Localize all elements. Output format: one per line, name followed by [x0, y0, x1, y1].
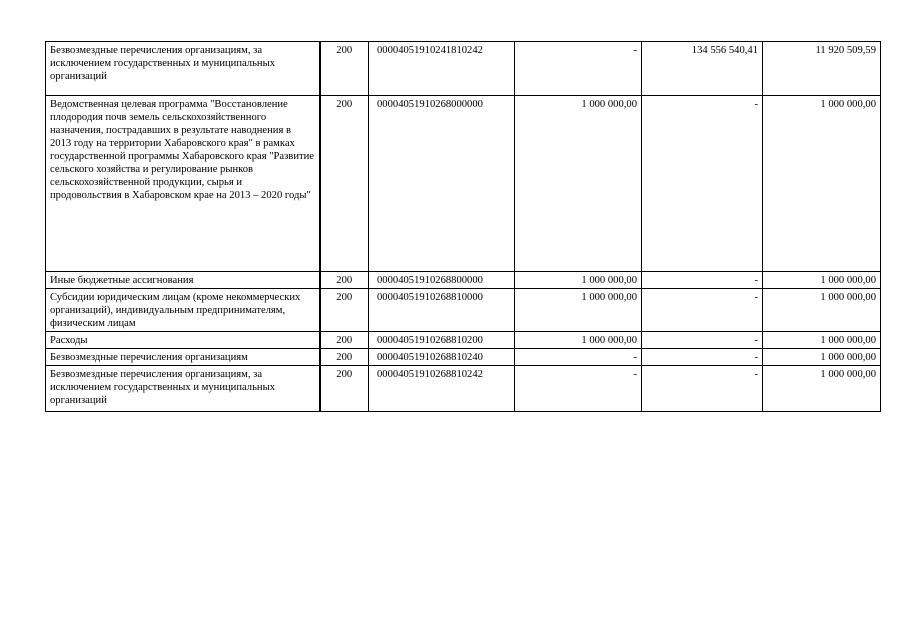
unexecuted-amount-cell: 1 000 000,00	[763, 272, 881, 289]
row-name-cell: Безвозмездные перечисления организациям	[46, 349, 320, 366]
classification-code-cell: 00004051910268810200	[369, 332, 515, 349]
table-row	[46, 332, 881, 349]
row-name-cell: Безвозмездные перечисления организациям, за исключением государственных и муниципальных организаций	[46, 366, 320, 412]
table-row	[46, 42, 881, 96]
executed-amount-cell: -	[642, 96, 763, 272]
classification-code-cell: 00004051910268810000	[369, 289, 515, 332]
approved-amount-cell: 1 000 000,00	[515, 272, 642, 289]
table-row	[46, 272, 881, 289]
classification-code-cell: 00004051910241810242	[369, 42, 515, 96]
unexecuted-amount-cell: 1 000 000,00	[763, 349, 881, 366]
table-row	[46, 289, 881, 332]
approved-amount-cell: -	[515, 349, 642, 366]
row-name-cell: Субсидии юридическим лицам (кроме некоммерческих организаций), индивидуальным предпринимателям, физическим лицам	[46, 289, 320, 332]
row-name-cell: Безвозмездные перечисления организациям, за исключением государственных и муниципальных организаций	[46, 42, 320, 96]
admin-code-cell: 200	[320, 42, 369, 96]
row-name-cell: Ведомственная целевая программа "Восстановление плодородия почв земель сельскохозяйственного назначения, пострадавших в результате наводнения в 2013 году на территории Хабаровского края" в рамках государственной программы Хабаровского края "Развитие сельского хозяйства и регулирование рынков сельскохозяйственной продукции, сырья и продовольствия в Хабаровском крае на 2013 – 2020 годы"	[46, 96, 320, 272]
admin-code-cell: 200	[320, 96, 369, 272]
executed-amount-cell: -	[642, 349, 763, 366]
executed-amount-cell: -	[642, 366, 763, 412]
unexecuted-amount-cell: 1 000 000,00	[763, 332, 881, 349]
approved-amount-cell: 1 000 000,00	[515, 332, 642, 349]
approved-amount-cell: 1 000 000,00	[515, 289, 642, 332]
executed-amount-cell: -	[642, 272, 763, 289]
classification-code-cell: 00004051910268810240	[369, 349, 515, 366]
executed-amount-cell: -	[642, 289, 763, 332]
table-row	[46, 366, 881, 412]
table-row	[46, 96, 881, 272]
row-name-cell: Расходы	[46, 332, 320, 349]
budget-table	[45, 41, 881, 412]
unexecuted-amount-cell: 1 000 000,00	[763, 289, 881, 332]
executed-amount-cell: -	[642, 332, 763, 349]
unexecuted-amount-cell: 1 000 000,00	[763, 366, 881, 412]
row-name-cell: Иные бюджетные ассигнования	[46, 272, 320, 289]
admin-code-cell: 200	[320, 332, 369, 349]
table-row	[46, 349, 881, 366]
executed-amount-cell: 134 556 540,41	[642, 42, 763, 96]
approved-amount-cell: -	[515, 366, 642, 412]
admin-code-cell: 200	[320, 366, 369, 412]
admin-code-cell: 200	[320, 349, 369, 366]
approved-amount-cell: 1 000 000,00	[515, 96, 642, 272]
classification-code-cell: 00004051910268000000	[369, 96, 515, 272]
unexecuted-amount-cell: 11 920 509,59	[763, 42, 881, 96]
classification-code-cell: 00004051910268800000	[369, 272, 515, 289]
admin-code-cell: 200	[320, 272, 369, 289]
unexecuted-amount-cell: 1 000 000,00	[763, 96, 881, 272]
classification-code-cell: 00004051910268810242	[369, 366, 515, 412]
admin-code-cell: 200	[320, 289, 369, 332]
approved-amount-cell: -	[515, 42, 642, 96]
